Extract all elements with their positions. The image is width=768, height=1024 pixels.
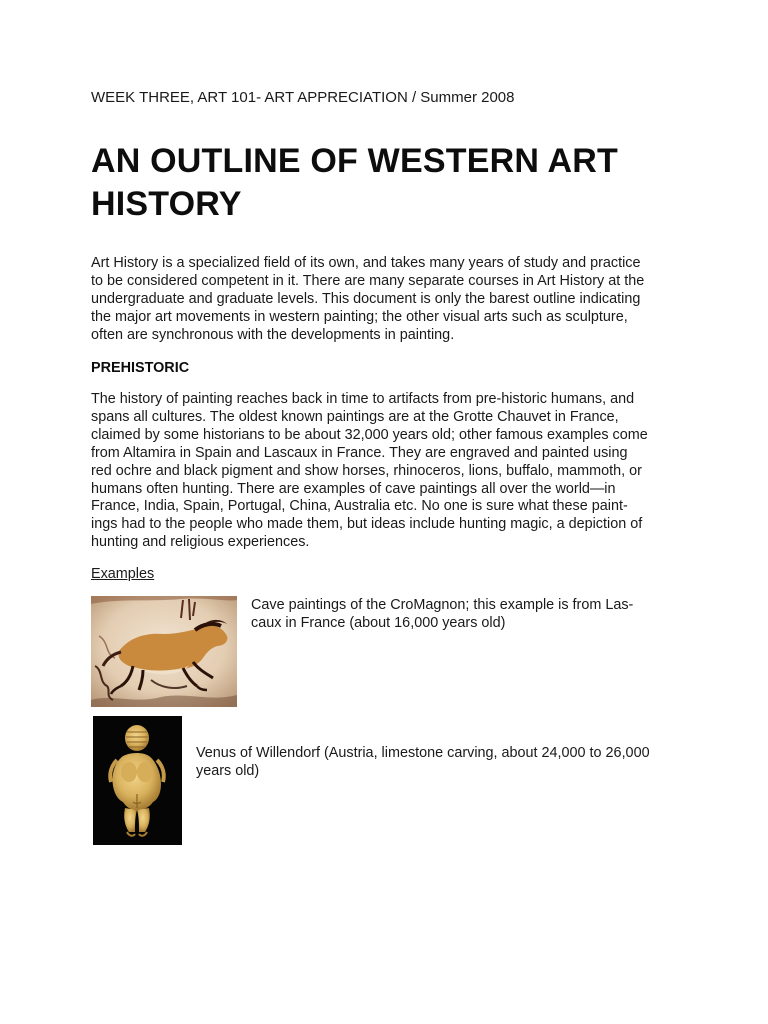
cave-painting-image xyxy=(91,596,237,707)
cave-painting-caption xyxy=(251,597,633,633)
text-line: the major art movements in western painting; the other visual arts such as sculpture, xyxy=(91,308,628,325)
text-line: ings had to the people who made them, but ideas include hunting magic, a depiction of xyxy=(91,516,643,533)
examples-label: Examples xyxy=(91,566,155,582)
text-line: The history of painting reaches back in time to artifacts from pre-historic humans, and xyxy=(91,391,635,407)
venus-of-willendorf-image xyxy=(93,716,182,845)
section-heading-prehistoric: PREHISTORIC xyxy=(91,360,190,376)
text-line: Art History is a specialized field of its own, and takes many years of study and practice xyxy=(91,255,641,271)
text-line: red ochre and black pigment and show horses, rhinoceros, lions, buffalo, mammoth, or xyxy=(91,462,642,479)
text-line: France, India, Spain, Portugal, China, Australia etc. No one is sure what these paint- xyxy=(91,498,628,515)
text-line: from Altamira in Spain and Lascaux in France. They are engraved and painted using xyxy=(91,444,628,461)
text-line: often are synchronous with the developments in painting. xyxy=(91,326,455,343)
venus-caption xyxy=(196,745,650,781)
title-line: HISTORY xyxy=(91,185,242,223)
caption-line: years old) xyxy=(196,762,260,779)
text-line: claimed by some historians to be about 32,000 years old; other famous examples come xyxy=(91,426,648,443)
prehistoric-paragraph xyxy=(91,391,691,552)
text-line: to be considered competent in it. There are many separate courses in Art History at the xyxy=(91,272,645,289)
caption-line: Cave paintings of the CroMagnon; this example is from Las- xyxy=(251,597,634,613)
caption-line: caux in France (about 16,000 years old) xyxy=(251,614,506,631)
text-line: hunting and religious experiences. xyxy=(91,534,310,551)
venus-figurine-illustration xyxy=(93,716,182,845)
text-line: spans all cultures. The oldest known paintings are at the Grotte Chauvet in France, xyxy=(91,408,619,425)
text-line: undergraduate and graduate levels. This document is only the barest outline indicating xyxy=(91,290,641,307)
intro-paragraph xyxy=(91,255,691,345)
text-line: humans often hunting. There are examples of cave paintings all over the world—in xyxy=(91,480,616,497)
caption-line: Venus of Willendorf (Austria, limestone carving, about 24,000 to 26,000 xyxy=(196,745,650,761)
course-header: WEEK THREE, ART 101- ART APPRECIATION / Summer 2008 xyxy=(91,89,515,106)
page-title xyxy=(91,140,691,226)
title-line: AN OUTLINE OF WESTERN ART xyxy=(91,142,618,180)
cave-painting-horse-illustration xyxy=(91,596,237,707)
